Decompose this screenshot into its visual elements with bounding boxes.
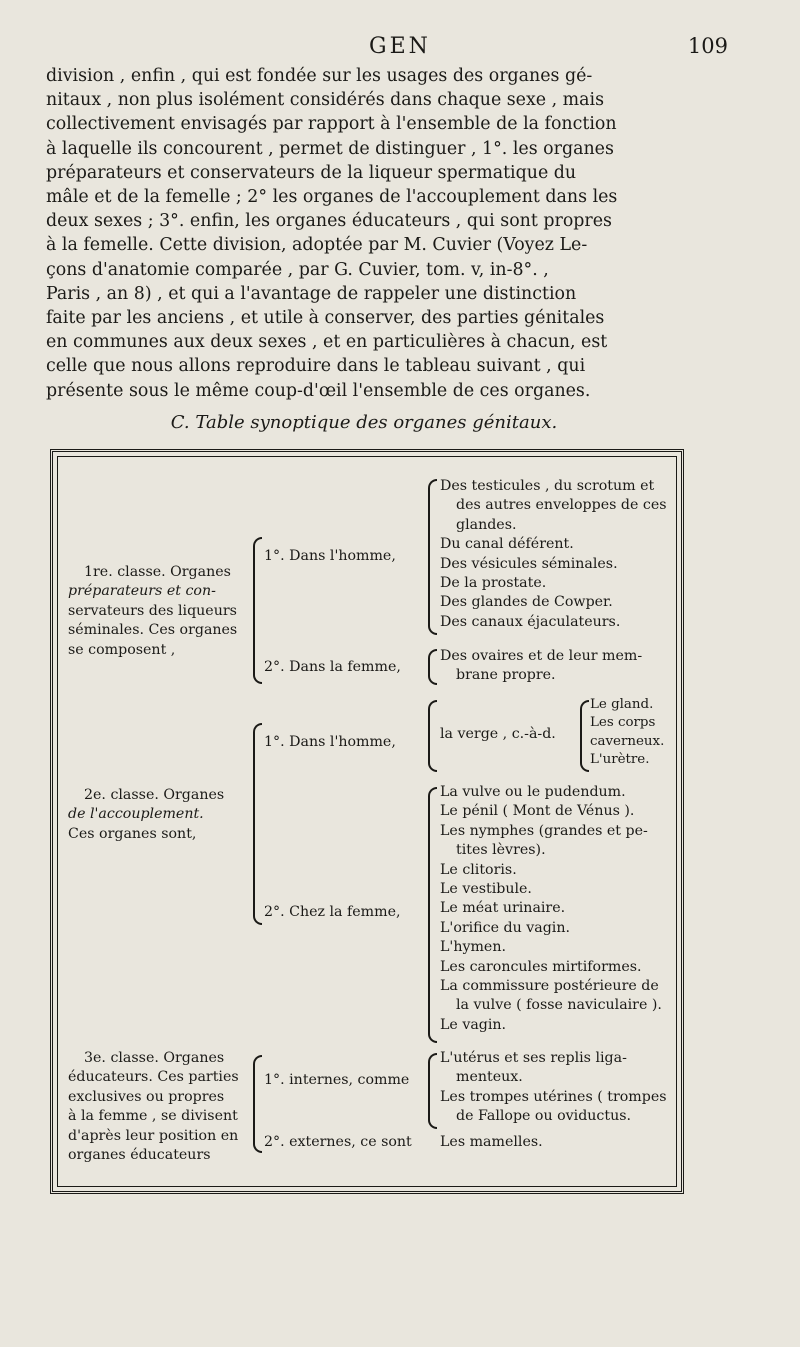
list-item: Le pénil ( Mont de Vénus ).	[440, 803, 635, 820]
list-item: Les caroncules mirtiformes.	[440, 958, 642, 975]
group-label: 2°. Dans la femme,	[264, 659, 401, 675]
list-item: L'hymen.	[440, 939, 506, 956]
list-item: menteux.	[456, 1069, 523, 1086]
brace-left	[428, 479, 437, 635]
class-label-line: servateurs des liqueurs	[68, 602, 237, 619]
intro-line: celle que nous allons reproduire dans le tableau suivant , qui	[46, 356, 586, 377]
list-item: Le clitoris.	[440, 861, 517, 878]
class-2-label	[68, 786, 224, 844]
running-head-title: GEN	[369, 34, 431, 59]
list-item: des autres enveloppes de ces	[456, 497, 667, 514]
list-item: la vulve ( fosse naviculaire ).	[456, 997, 662, 1014]
intro-line: en communes aux deux sexes , et en particulières à chacun, est	[46, 332, 608, 353]
list-item: de Fallope ou oviductus.	[456, 1108, 632, 1125]
class-label-line: séminales. Ces organes	[68, 622, 238, 639]
intro-line: mâle et de la femelle ; 2° les organes de l'accouplement dans les	[46, 187, 618, 208]
list-item: glandes.	[456, 516, 517, 533]
brace-left	[253, 1055, 262, 1153]
class-label-line: éducateurs. Ces parties	[68, 1069, 239, 1086]
intro-line: çons d'anatomie comparée , par G. Cuvier, tom. v, in-8°. ,	[46, 259, 549, 280]
group-label: 1°. Dans l'homme,	[264, 734, 396, 750]
table-inner-border	[57, 456, 677, 1187]
running-head	[0, 34, 800, 64]
class-1-male-items	[440, 477, 667, 632]
list-item: Des vésicules séminales.	[440, 555, 618, 572]
intro-line: préparateurs et conservateurs de la liqueur spermatique du	[46, 162, 577, 183]
brace-left	[428, 787, 437, 1043]
intro-paragraph	[46, 64, 682, 403]
intro-line: nitaux , non plus isolément considérés dans chaque sexe , mais	[46, 90, 605, 111]
class-label-line: 3e. classe. Organes	[84, 1050, 225, 1066]
intro-line: division , enfin , qui est fondée sur les usages des organes gé-	[46, 66, 593, 86]
list-item: Le vagin.	[440, 1016, 507, 1033]
list-item: Des testicules , du scrotum et	[440, 478, 655, 494]
class-2-male-items	[590, 696, 664, 770]
class-label-line: 1re. classe. Organes	[84, 564, 231, 580]
page-number: 109	[687, 34, 728, 58]
list-item: Du canal déférent.	[440, 536, 574, 553]
class-3-label	[68, 1049, 239, 1165]
list-item: L'orifice du vagin.	[440, 919, 570, 936]
list-item: Le méat urinaire.	[440, 900, 566, 917]
class-label-line: d'après leur position en	[68, 1127, 239, 1144]
intro-line: deux sexes ; 3°. enfin, les organes éducateurs , qui sont propres	[46, 211, 612, 232]
list-item: Des glandes de Cowper.	[440, 594, 613, 611]
brace-left	[253, 723, 262, 925]
class-1-female-items	[440, 647, 642, 686]
list-item: Les trompes utérines ( trompes	[440, 1088, 667, 1105]
list-item: Des canaux éjaculateurs.	[440, 613, 621, 630]
class-label-line: à la femme , se divisent	[68, 1108, 238, 1125]
brace-left	[428, 700, 437, 772]
intro-line: présente sous le même coup-d'œil l'ensemble de ces organes.	[46, 380, 591, 401]
class-label-line: exclusives ou propres	[68, 1088, 225, 1105]
list-item: L'urètre.	[590, 752, 650, 768]
class-label-line: se composent ,	[68, 641, 176, 658]
group-label: 1°. Dans l'homme,	[264, 548, 396, 564]
class-2-female-items	[440, 783, 662, 1035]
group-label: 2°. Chez la femme,	[264, 904, 401, 920]
class-label-line: Ces organes sont,	[68, 825, 197, 842]
brace-left	[253, 537, 262, 684]
class-3-internal-items	[440, 1049, 667, 1127]
list-item: Les corps	[590, 715, 656, 731]
class-label-line: préparateurs et con-	[68, 583, 216, 600]
intro-line: faite par les anciens , et utile à conserver, des parties génitales	[46, 308, 605, 329]
table-caption: C. Table synoptique des organes génitaux.	[170, 412, 558, 433]
list-item: caverneux.	[590, 733, 665, 749]
sub-group-label: la verge , c.-à-d.	[440, 726, 556, 742]
list-item: La commissure postérieure de	[440, 978, 659, 995]
intro-line: à laquelle ils concourent , permet de distinguer , 1°. les organes	[46, 138, 614, 159]
class-label-line: 2e. classe. Organes	[84, 787, 225, 803]
class-label-line: de l'accouplement.	[68, 806, 204, 823]
class-1-label	[68, 563, 237, 660]
list-item: brane propre.	[456, 667, 556, 684]
list-item: Des ovaires et de leur mem-	[440, 648, 643, 664]
brace-left	[428, 649, 437, 685]
class-label-line: organes éducateurs	[68, 1147, 211, 1164]
synoptic-table	[50, 449, 684, 1194]
list-item: De la prostate.	[440, 575, 547, 592]
brace-left	[428, 1053, 437, 1129]
list-item: Le gland.	[590, 697, 654, 712]
group-label: 1°. internes, comme	[264, 1072, 410, 1088]
brace-left	[580, 700, 589, 772]
list-item: tites lèvres).	[456, 842, 546, 859]
intro-line: Paris , an 8) , et qui a l'avantage de rappeler une distinction	[46, 283, 577, 304]
list-item: Les mamelles.	[440, 1134, 543, 1150]
list-item: La vulve ou le pudendum.	[440, 784, 626, 800]
list-item: L'utérus et ses replis liga-	[440, 1050, 627, 1066]
intro-line: à la femelle. Cette division, adoptée par M. Cuvier (Voyez Le-	[46, 235, 588, 256]
intro-line: collectivement envisagés par rapport à l'ensemble de la fonction	[46, 114, 617, 135]
list-item: Le vestibule.	[440, 881, 532, 898]
list-item: Les nymphes (grandes et pe-	[440, 822, 648, 839]
group-label: 2°. externes, ce sont	[264, 1134, 412, 1150]
